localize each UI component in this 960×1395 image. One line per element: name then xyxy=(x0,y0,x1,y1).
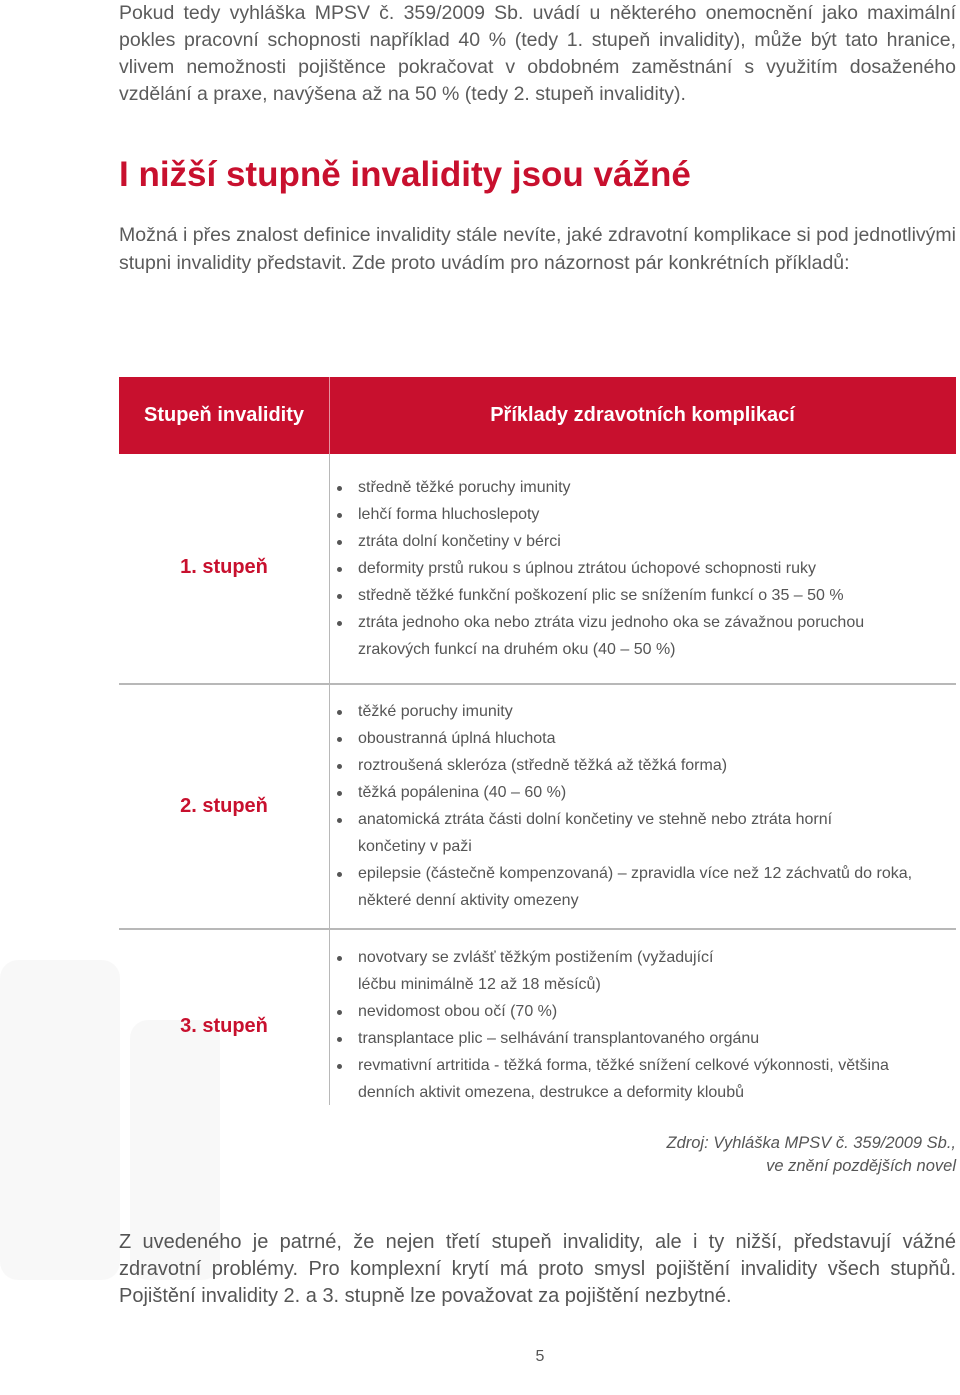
table-column-divider xyxy=(329,454,330,1105)
row-divider xyxy=(119,928,956,930)
list-item: těžké poruchy imunity xyxy=(335,698,935,725)
table-header-degree: Stupeň invalidity xyxy=(143,404,305,426)
list-item: roztroušená skleróza (středně těžká až těžká forma) xyxy=(335,752,935,779)
source-citation xyxy=(666,1132,956,1178)
table-header-examples: Příklady zdravotních komplikací xyxy=(490,404,795,426)
complications-list-3 xyxy=(335,944,935,1106)
degree-label-1: 1. stupeň xyxy=(180,556,268,578)
source-line-1: Zdroj: Vyhláška MPSV č. 359/2009 Sb., xyxy=(666,1134,956,1152)
list-item: lehčí forma hluchoslepoty xyxy=(335,501,935,528)
list-item: deformity prstů rukou s úplnou ztrátou úchopové schopnosti ruky xyxy=(335,555,935,582)
page-number: 5 xyxy=(535,1348,545,1365)
degree-label-2: 2. stupeň xyxy=(180,795,268,817)
list-item: těžká popálenina (40 – 60 %) xyxy=(335,779,935,806)
list-item: revmativní artritida - těžká forma, těžké snížení celkové výkonnosti, většina denních aktivit omezena, destrukce a deformity kloubů xyxy=(335,1052,918,1106)
lead-paragraph: Možná i přes znalost definice invalidity stále nevíte, jaké zdravotní komplikace si pod jednotlivými stupni invalidity představit. Zde proto uvádím pro názornost pár konkrétních příkladů: xyxy=(119,224,956,274)
list-item: ztráta dolní končetiny v bérci xyxy=(335,528,935,555)
list-item: oboustranná úplná hluchota xyxy=(335,725,935,752)
list-item: novotvary se zvlášť těžkým postižením (vyžadující léčbu minimálně 12 až 18 měsíců) xyxy=(335,944,718,998)
row-divider xyxy=(119,683,956,685)
table-header xyxy=(119,377,956,454)
degree-label-3: 3. stupeň xyxy=(180,1015,268,1037)
list-item: transplantace plic – selhávání transplantovaného orgánu xyxy=(335,1025,935,1052)
list-item: středně těžké poruchy imunity xyxy=(335,474,935,501)
list-item: anatomická ztráta části dolní končetiny ve stehně nebo ztráta horní končetiny v paži xyxy=(335,806,858,860)
source-line-2: ve znění pozdějších novel xyxy=(766,1157,956,1175)
section-heading: I nižší stupně invalidity jsou vážné xyxy=(119,155,691,194)
list-item: epilepsie (částečně kompenzovaná) – zpravidla více než 12 záchvatů do roka, některé denní aktivity omezeny xyxy=(335,860,933,914)
list-item: ztráta jednoho oka nebo ztráta vizu jednoho oka se závažnou poruchou zrakových funkcí na druhém oku (40 – 50 %) xyxy=(335,609,918,663)
summary-paragraph: Z uvedeného je patrné, že nejen třetí stupeň invalidity, ale i ty nižší, představují vážné zdravotní problémy. Pro komplexní krytí má proto smysl pojištění invalidity všech stupňů. Pojištění invalidity 2. a 3. stupně lze považovat za pojištění nezbytné. xyxy=(119,1231,956,1307)
complications-list-2 xyxy=(335,698,935,914)
complications-list-1 xyxy=(335,474,935,663)
list-item: nevidomost obou očí (70 %) xyxy=(335,998,935,1025)
intro-paragraph: Pokud tedy vyhláška MPSV č. 359/2009 Sb. uvádí u některého onemocnění jako maximální pokles pracovní schopnosti například 40 % (tedy 1. stupeň invalidity), může být tato hranice, vlivem nemožnosti pojištěnce pokračovat v obdobném zaměstnání s využitím dosaženého vzdělání a praxe, navýšena až na 50 % (tedy 2. stupeň invalidity). xyxy=(119,2,956,105)
list-item: středně těžké funkční poškození plic se snížením funkcí o 35 – 50 % xyxy=(335,582,935,609)
